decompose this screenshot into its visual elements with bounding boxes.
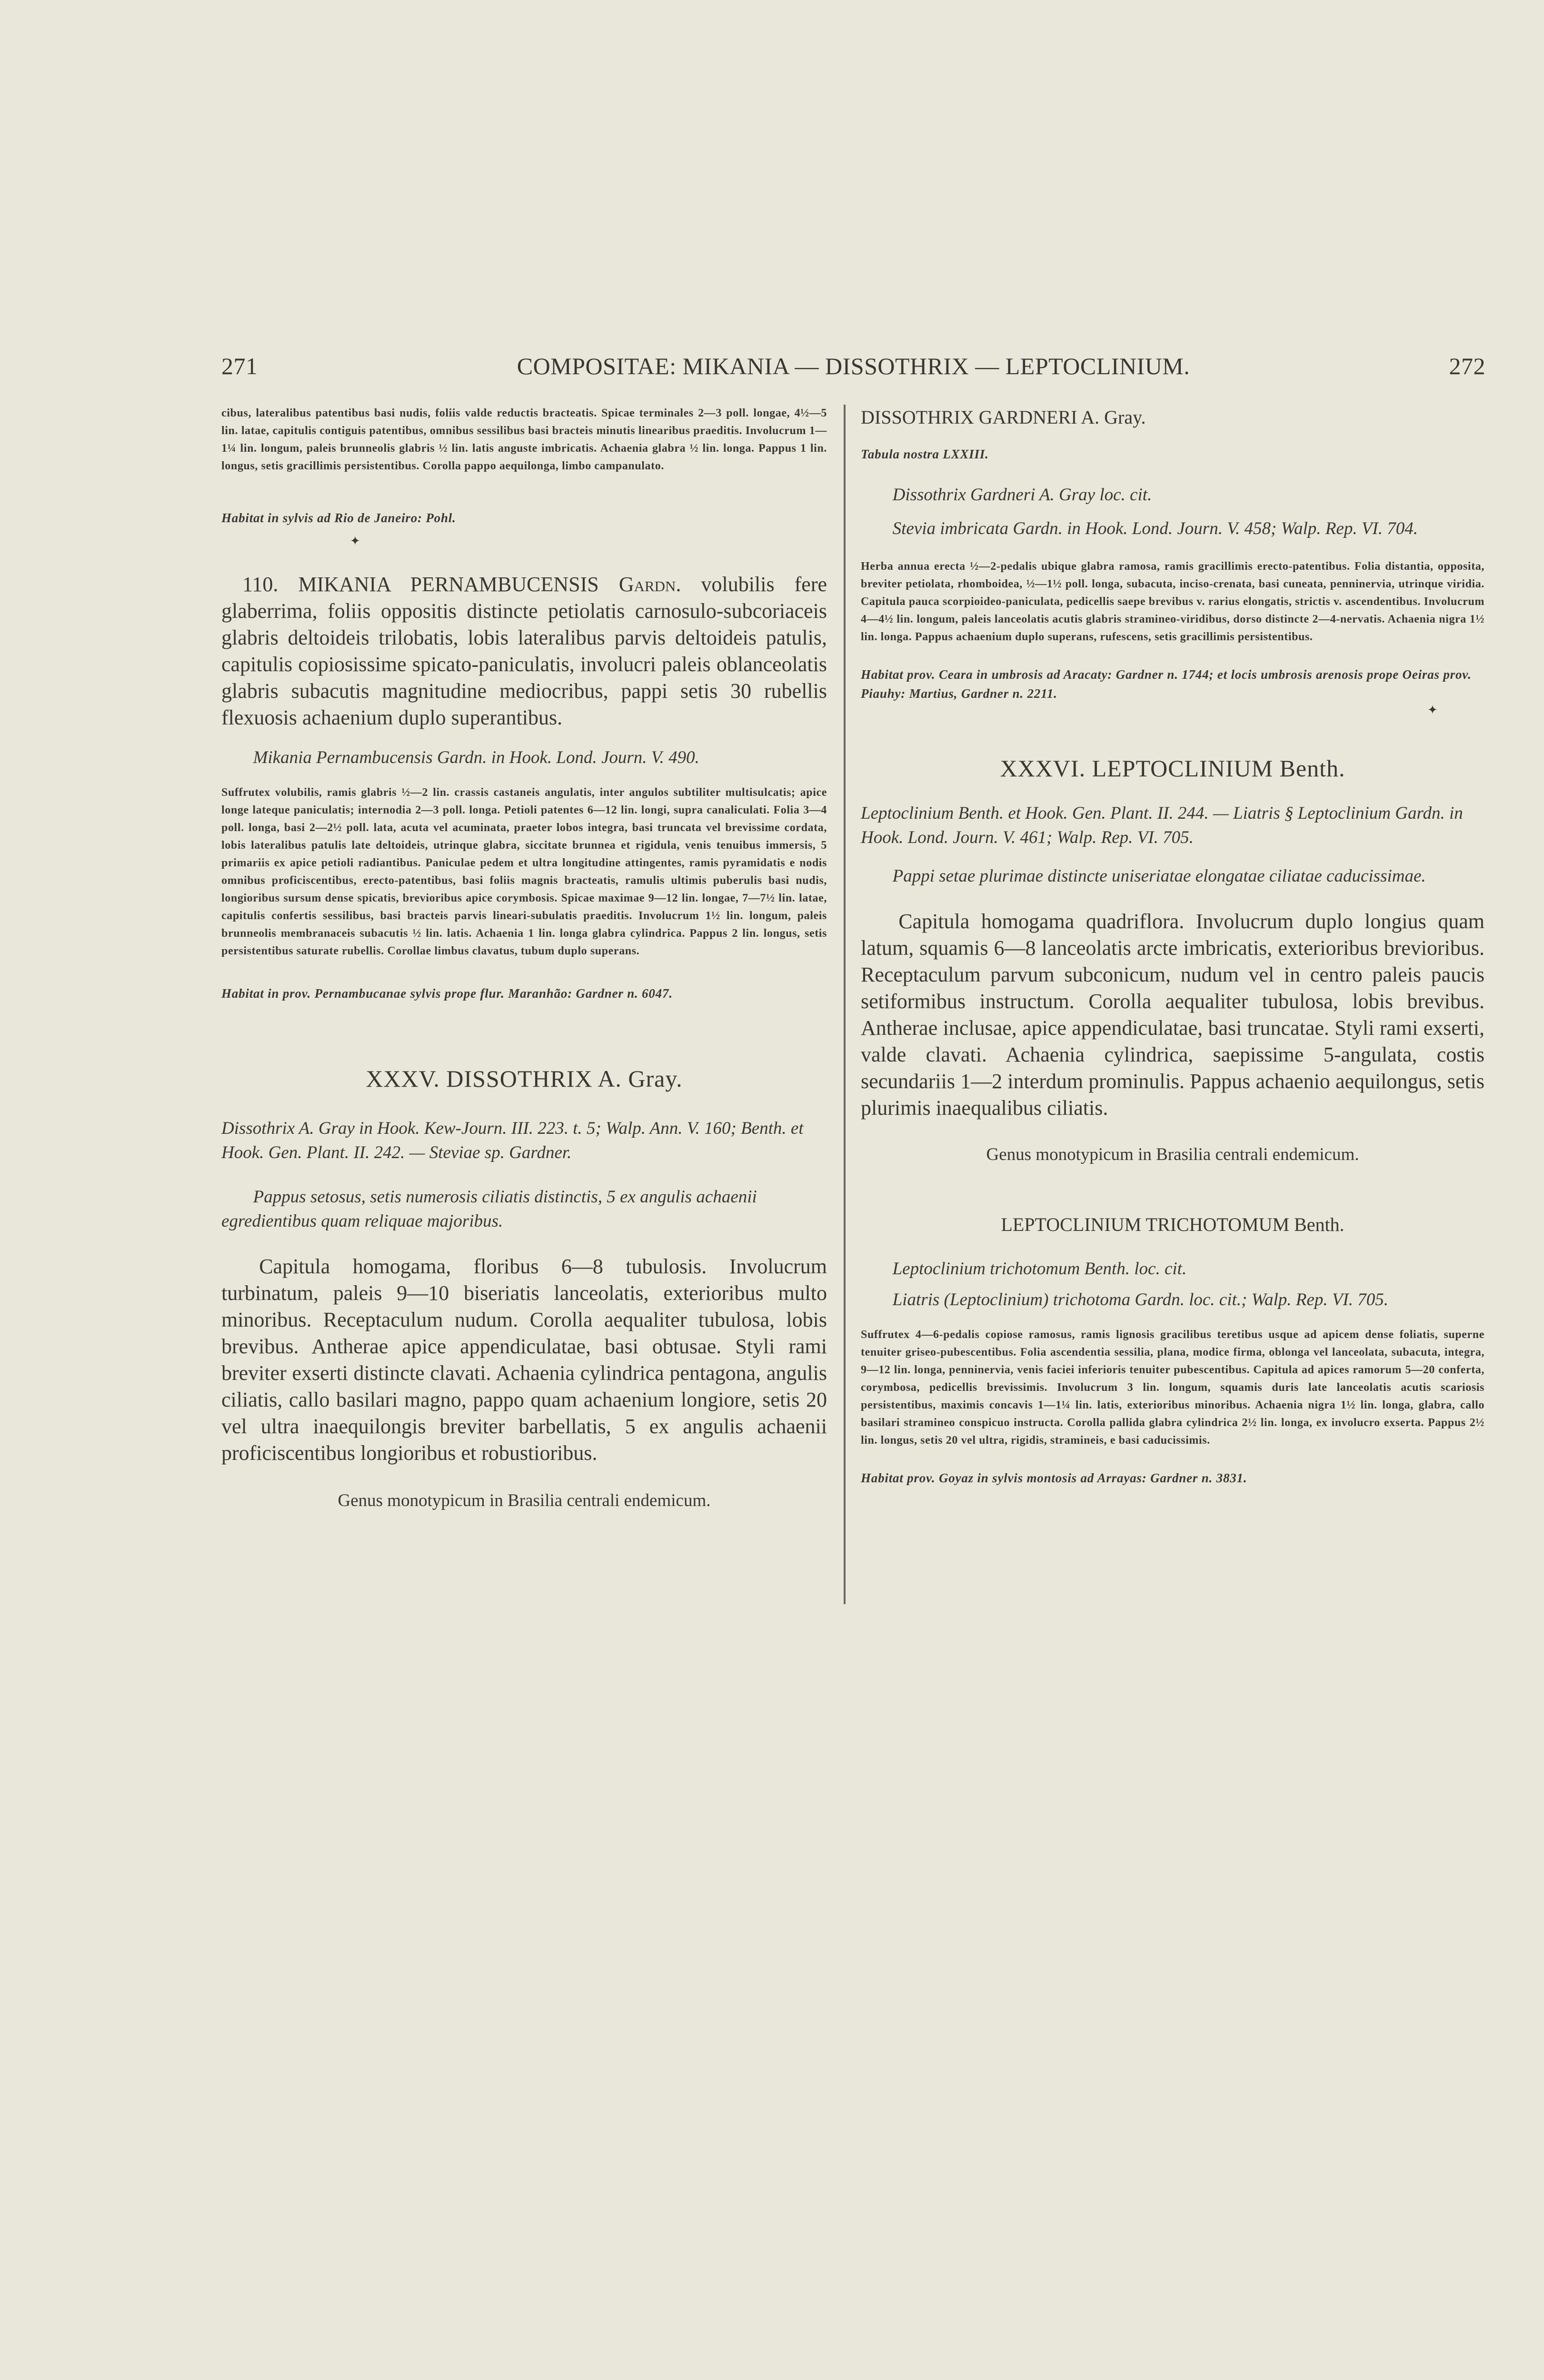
column-divider xyxy=(844,405,846,1604)
running-title: COMPOSITAE: MIKANIA — DISSOTHRIX — LEPTOCLINIUM. xyxy=(517,353,1190,379)
dissothrix-gardneri-heading: DISSOTHRIX GARDNERI A. Gray. xyxy=(861,407,1146,428)
species-110-author: Gardn. xyxy=(618,573,681,596)
species-110-synonym: Mikania Pernambucensis Gardn. in Hook. Lond. Journ. V. 490. xyxy=(253,748,699,767)
habitat-note: Habitat in sylvis ad Rio de Janeiro: Pohl. xyxy=(221,511,456,525)
leptoclinium-habitat: Habitat prov. Goyaz in sylvis montosis ad Arrayas: Gardner n. 3831. xyxy=(861,1471,1247,1485)
genus-36-note: Genus monotypicum in Brasilia centrali endemicum. xyxy=(986,1145,1359,1164)
species-110-description: Suffrutex volubilis, ramis glabris ½—2 lin. crassis castaneis angulatis, inter angulos subtiliter multisulcatis; apice longe lateque paniculatis; internodia 2—3 poll. longa. Petioli patentes 6—12 lin. longi, supra canaliculati. Folia 3—4 poll. longa, basi 2—2½ poll. lata, acuta vel acuminata, praeter lobos integra, basi truncata vel brevissime cordata, lobis lateralibus patulis late deltoideis, utrinque glabra, siccitate brunnea et rigidula, venis tenuibus immersis, 5 primariis ex apice petioli radiantibus. Paniculae pedem et ultra longitudine attingentes, ramis pyramidatis e nodis omnibus proficiscentibus, erecto-patentibus, basi foliis magnis bracteatis, ramulis ultimis puberulis basi nudis, longioribus sursum dense spicatis, brevioribus apice corymbosis. Spicae maximae 9—12 lin. longae, 7—7½ lin. latae, capitulis confertis sessilibus, basi bracteis parvis lineari-subulatis praeditis. Involucrum 1½ lin. longum, paleis brunneolis membranaceis subacutis ½ lin. latis. Achaenia 1 lin. longa glabra cylindrica. Pappus 2 lin. longus, setis persistentibus saturate rubellis. Corollae limbus clavatus, tubum duplo superans. xyxy=(221,786,827,957)
genus-36-description: Capitula homogama quadriflora. Involucrum duplo longius quam latum, squamis 6—8 lanceolatis arcte imbricatis, exterioribus brevioribus. Receptaculum parvum subconicum, nudum vel in centro paleis paucis setiformibus instructum. Corolla aequaliter tubulosa, lobis brevibus. Antherae inclusae, apice appendiculatae, basi truncatae. Styli rami exserti, valde clavati. Achaenia cylindrica, saepissime 5-angulata, costis secundariis 1—2 interdum prominulis. Pappus achaenio aequilongus, setis plurimis inaequalibus ciliatis. xyxy=(861,910,1484,1120)
leptoclinium-synonym-2: Liatris (Leptoclinium) trichotoma Gardn. loc. cit.; Walp. Rep. VI. 705. xyxy=(892,1290,1388,1309)
dissothrix-gardneri-habitat: Habitat prov. Ceara in umbrosis ad Aracaty: Gardner n. 1744; et locis umbrosis arenosis prope Oeiras prov. Piauhy: Martius, Gardner n. 2211. xyxy=(861,667,1472,701)
species-110-habitat: Habitat in prov. Pernambucanae sylvis prope flur. Maranhão: Gardner n. 6047. xyxy=(221,986,673,1001)
genus-35-synonymy: Dissothrix A. Gray in Hook. Kew-Journ. III. 223. t. 5; Walp. Ann. V. 160; Benth. et Hook. Gen. Plant. II. 242. — Steviae sp. Gardner. xyxy=(221,1119,804,1162)
leptoclinium-description: Suffrutex 4—6-pedalis copiose ramosus, ramis lignosis gracilibus teretibus usque ad apicem dense foliatis, superne tenuiter griseo-pubescentibus. Folia ascendentia sessilia, plana, modice firma, oblonga vel lanceolata, subacuta, integra, 9—12 lin. longa, penninervia, venis faciei inferioris tenuiter pubescentibus. Capitula ad apices ramorum 5—20 conferta, corymbosa, pedicellis brevissimis. Involucrum 3 lin. longum, squamis duris late lanceolatis acutis scariosis persistentibus, maximis concavis 1—1¼ lin. latis, exterioribus minoribus. Achaenia nigra 1½ lin. longa, glabra, callo basilari stramineo conspicuo instructa. Corolla pallida glabra cylindrica 2½ lin. longa, ex involucro exserta. Pappus 2½ lin. longus, setis 20 vel ultra, rigidis, stramineis, e basi caducissimis. xyxy=(861,1329,1484,1447)
genus-35-description: Capitula homogama, floribus 6—8 tubulosis. Involucrum turbinatum, paleis 9—10 biseriatis lanceolatis, exterioribus multo minoribus. Receptaculum nudum. Corolla aequaliter tubulosa, lobis brevibus. Antherae apice appendiculatae, basi obtusae. Styli rami breviter exserti distincte clavati. Achaenia cylindrica pentagona, angulis ciliatis, callo basilari magno, pappo quam achaenium longiore, setis 20 vel ultra inaequilongis breviter barbellatis, 5 ex angulis achaenii proficiscentibus longioribus et robustioribus. xyxy=(221,1255,827,1465)
right-column xyxy=(861,405,1484,1488)
genus-36-title: XXXVI. LEPTOCLINIUM Benth. xyxy=(1000,755,1345,782)
page-header xyxy=(221,352,1485,386)
left-column xyxy=(221,405,827,1513)
star-mark-2: ✦ xyxy=(1427,703,1438,717)
genus-35-pappus: Pappus setosus, setis numerosis ciliatis distinctis, 5 ex angulis achaenii egredientibus quam reliquae majoribus. xyxy=(221,1187,757,1231)
star-mark: ✦ xyxy=(350,534,360,548)
genus-36-synonymy: Leptoclinium Benth. et Hook. Gen. Plant. II. 244. — Liatris § Leptoclinium Gardn. in Hook. Lond. Journ. V. 461; Walp. Rep. VI. 705. xyxy=(861,803,1463,847)
leptoclinium-synonym-1: Leptoclinium trichotomum Benth. loc. cit. xyxy=(892,1259,1187,1279)
genus-35-title: XXXV. DISSOTHRIX A. Gray. xyxy=(366,1065,683,1092)
page-number-right: 272 xyxy=(1449,353,1485,379)
genus-36-pappus: Pappi setae plurimae distincte uniseriatae elongatae ciliatae caducissimae. xyxy=(892,866,1426,886)
species-110-diagnosis xyxy=(221,571,827,731)
species-110-heading: 110. MIKANIA PERNAMBUCENSIS xyxy=(242,573,599,596)
mikania-description-continued: cibus, lateralibus patentibus basi nudis, foliis valde reductis bracteatis. Spicae terminales 2—3 poll. longae, 4½—5 lin. latae, capitulis contiguis patentibus, omnibus sessilibus basi bracteis minutis linearibus praeditis. Involucrum 1—1¼ lin. longum, paleis brunneolis glabris ½ lin. latis anguste imbricatis. Achaenia glabra ½ lin. longa. Pappus 1 lin. longus, setis gracillimis persistentibus. Corolla pappo aequilonga, limbo campanulato. xyxy=(221,407,827,472)
dissothrix-gardneri-description: Herba annua erecta ½—2-pedalis ubique glabra ramosa, ramis gracillimis erecto-patentibus. Folia distantia, opposita, breviter petiolata, rhomboidea, ½—1½ poll. longa, subacuta, inciso-crenata, basi cuneata, penninervia, utrinque viridia. Capitula pauca scorpioideo-paniculata, pedicellis saepe brevibus v. rarius elongatis, strictis v. ascendentibus. Involucrum 4—4½ lin. longum, paleis lanceolatis acutis glabris stramineo-viridibus, dorso distincte 2—4-nervatis. Achaenia nigra 1½ lin. longa. Pappus achaenium duplo superans, rufescens, setis gracillimis persistentibus. xyxy=(861,560,1484,643)
genus-35-note: Genus monotypicum in Brasilia centrali endemicum. xyxy=(338,1491,711,1510)
species-110-diagnosis-text: volubilis fere glaberrima, foliis oppositis distincte petiolatis carnosulo-subcoriaceis glabris deltoideis trilobatis, lobis lateralibus parvis deltoideis patulis, capitulis copiosissime spicato-paniculatis, involucri paleis oblanceolatis glabris subacutis magnitudine mediocribus, pappi setis 30 rubellis flexuosis achaenium duplo superantibus. xyxy=(221,573,827,729)
leptoclinium-trichotomum-heading: LEPTOCLINIUM TRICHOTOMUM Benth. xyxy=(1001,1214,1345,1235)
dissothrix-gardneri-synonym-1: Dissothrix Gardneri A. Gray loc. cit. xyxy=(892,485,1152,505)
dissothrix-gardneri-synonym-2: Stevia imbricata Gardn. in Hook. Lond. Journ. V. 458; Walp. Rep. VI. 704. xyxy=(892,519,1418,538)
plate-reference: Tabula nostra LXXIII. xyxy=(861,447,989,461)
page-number-left: 271 xyxy=(221,353,258,379)
